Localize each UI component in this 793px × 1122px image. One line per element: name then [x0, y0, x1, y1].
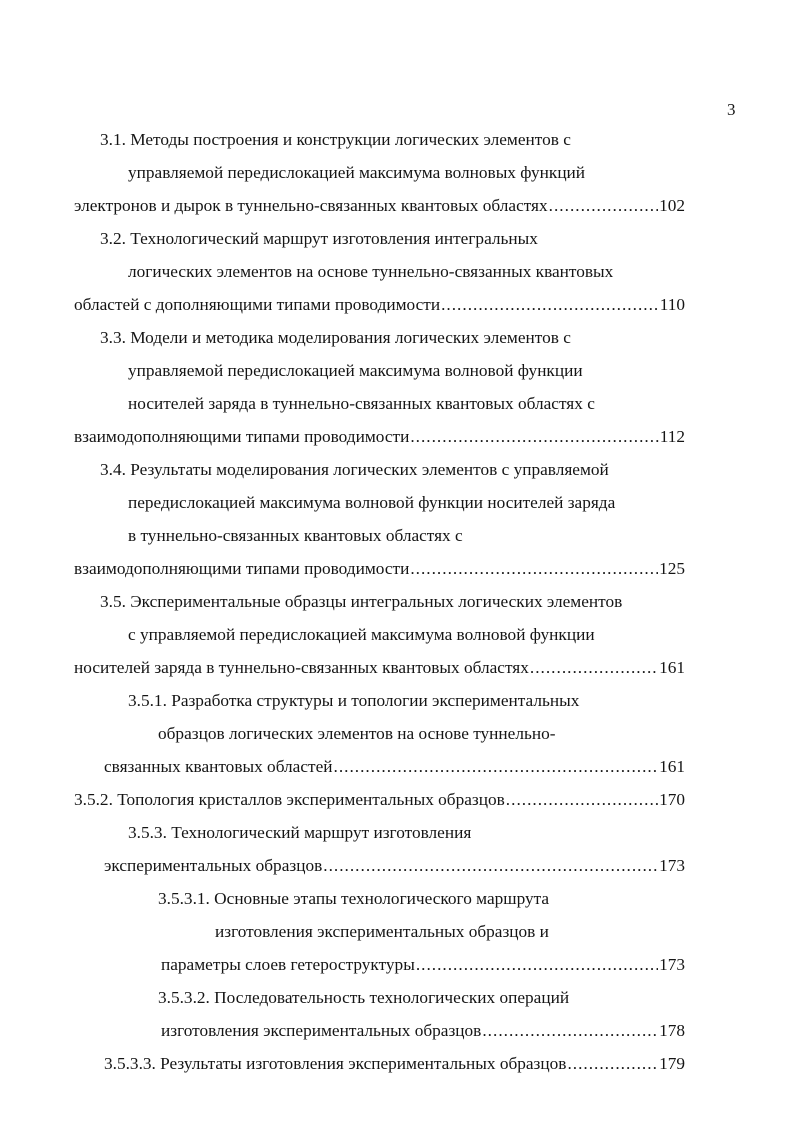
toc-entry-line	[74, 552, 685, 585]
toc-entry[interactable]	[0, 453, 793, 585]
toc-entry-text: 3.5.3.3. Результаты изготовления экспериментальных образцов	[104, 1054, 567, 1073]
toc-page-number: 112	[659, 427, 685, 446]
toc-entry-text: связанных квантовых областей	[104, 757, 333, 776]
toc-entry[interactable]	[0, 222, 793, 321]
toc-entry-text: образцов логических элементов на основе туннельно-	[158, 724, 556, 743]
toc-entry-line	[74, 651, 685, 684]
toc-entry-text: параметры слоев гетероструктуры	[161, 955, 415, 974]
dot-leader	[416, 948, 658, 981]
toc-entry[interactable]	[0, 1047, 793, 1080]
toc-entry-text: электронов и дырок в туннельно-связанных квантовых областях	[74, 196, 548, 215]
toc-entry-line	[215, 915, 793, 948]
toc-page-number: 170	[659, 790, 685, 809]
toc-entry-text: 3.3. Модели и методика моделирования логических элементов с	[100, 328, 571, 347]
toc-entry-line	[100, 123, 793, 156]
toc-entry-text: 3.4. Результаты моделирования логических элементов с управляемой	[100, 460, 609, 479]
toc-page-number: 102	[659, 196, 685, 215]
toc-page-number: 110	[659, 295, 685, 314]
dot-leader	[482, 1014, 658, 1047]
toc-entry-line	[100, 222, 793, 255]
toc-entry[interactable]	[0, 684, 793, 783]
toc-entry[interactable]	[0, 981, 793, 1047]
toc-entry-text: областей с дополняющими типами проводимости	[74, 295, 441, 314]
toc-entry-text: носителей заряда в туннельно-связанных квантовых областях с	[128, 394, 595, 413]
toc-entry-text: 3.5.1. Разработка структуры и топологии экспериментальных	[128, 691, 580, 710]
toc-entry-text: 3.1. Методы построения и конструкции логических элементов с	[100, 130, 571, 149]
toc-entry-line	[128, 156, 793, 189]
toc-entry-text: управляемой передислокацией максимума волновой функции	[128, 361, 583, 380]
toc-entry-line	[74, 420, 685, 453]
toc-entry-line	[128, 684, 793, 717]
toc-entry-text: передислокацией максимума волновой функции носителей заряда	[128, 493, 616, 512]
toc-page-number: 161	[659, 757, 685, 776]
toc-entry-line	[161, 948, 685, 981]
toc-entry-text: в туннельно-связанных квантовых областях с	[128, 526, 463, 545]
toc-page-number: 179	[659, 1054, 685, 1073]
toc-entry-line	[128, 354, 793, 387]
toc-entry-line	[128, 255, 793, 288]
toc-entry-line	[128, 519, 793, 552]
toc-page-number: 161	[659, 658, 685, 677]
toc-entry[interactable]	[0, 816, 793, 882]
toc-entry-text: 3.5.3.1. Основные этапы технологического маршрута	[158, 889, 550, 908]
dot-leader	[410, 420, 658, 453]
toc-entry-text: 3.5.2. Топология кристаллов экспериментальных образцов	[74, 790, 505, 809]
toc-entry-line	[74, 288, 685, 321]
toc-entry[interactable]	[0, 882, 793, 981]
dot-leader	[549, 189, 658, 222]
toc-entry[interactable]	[0, 585, 793, 684]
toc-entry-line	[104, 750, 685, 783]
toc-entry-line	[158, 717, 793, 750]
toc-entry-text: взаимодополняющими типами проводимости	[74, 427, 410, 446]
toc-entry[interactable]	[0, 123, 793, 222]
dot-leader	[530, 651, 658, 684]
dot-leader	[567, 1047, 658, 1080]
toc-entry-text: экспериментальных образцов	[104, 856, 323, 875]
table-of-contents	[0, 123, 793, 1080]
toc-entry-line	[158, 882, 793, 915]
toc-entry-line	[74, 783, 685, 816]
toc-entry[interactable]	[0, 321, 793, 453]
dot-leader	[441, 288, 659, 321]
toc-entry-text: взаимодополняющими типами проводимости	[74, 559, 410, 578]
toc-entry-text: 3.2. Технологический маршрут изготовления интегральных	[100, 229, 538, 248]
toc-page-number: 173	[659, 955, 685, 974]
toc-entry-line	[128, 816, 793, 849]
toc-entry-line	[100, 321, 793, 354]
page-number: 3	[727, 100, 736, 119]
toc-page-number: 178	[659, 1021, 685, 1040]
dot-leader	[506, 783, 658, 816]
dot-leader	[323, 849, 658, 882]
toc-entry-text: 3.5. Экспериментальные образцы интегральных логических элементов	[100, 592, 623, 611]
toc-entry-text: управляемой передислокацией максимума волновых функций	[128, 163, 586, 182]
toc-page-number: 173	[659, 856, 685, 875]
toc-entry-text: логических элементов на основе туннельно-связанных квантовых	[128, 262, 614, 281]
toc-entry-text: носителей заряда в туннельно-связанных квантовых областях	[74, 658, 529, 677]
toc-entry-text: 3.5.3. Технологический маршрут изготовления	[128, 823, 472, 842]
toc-entry-line	[158, 981, 793, 1014]
toc-entry-line	[128, 387, 793, 420]
toc-entry-line	[104, 1047, 685, 1080]
toc-entry-line	[104, 849, 685, 882]
toc-entry-line	[161, 1014, 685, 1047]
toc-entry-line	[128, 486, 793, 519]
toc-entry-line	[128, 618, 793, 651]
toc-entry-line	[74, 189, 685, 222]
toc-entry[interactable]	[0, 783, 793, 816]
toc-entry-text: изготовления экспериментальных образцов	[161, 1021, 482, 1040]
toc-entry-line	[100, 585, 793, 618]
dot-leader	[410, 552, 658, 585]
toc-entry-text: с управляемой передислокацией максимума волновой функции	[128, 625, 595, 644]
dot-leader	[334, 750, 659, 783]
toc-page-number: 125	[659, 559, 685, 578]
toc-entry-line	[100, 453, 793, 486]
toc-entry-text: 3.5.3.2. Последовательность технологических операций	[158, 988, 570, 1007]
toc-entry-text: изготовления экспериментальных образцов и	[215, 922, 549, 941]
